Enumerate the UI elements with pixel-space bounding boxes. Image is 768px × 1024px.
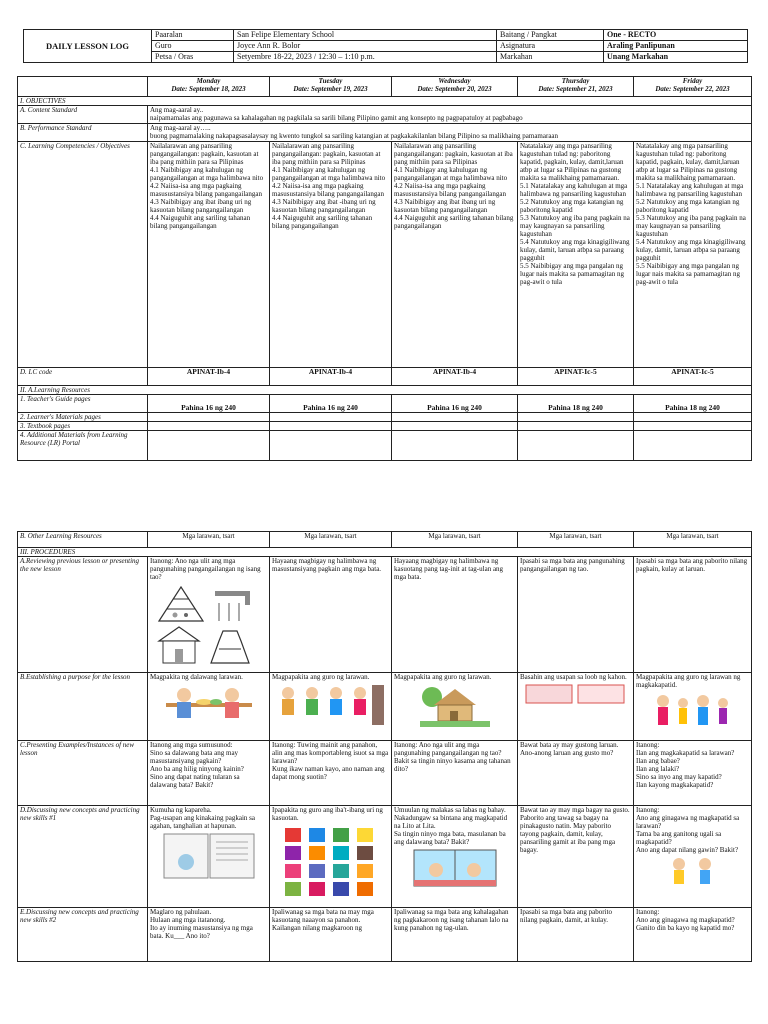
other-resources-wednesday: Mga larawan, tsart: [392, 532, 518, 548]
lc-code-tuesday: APINAT-Ib-4: [270, 368, 392, 386]
purpose-thursday: [518, 673, 634, 741]
discussion1-tuesday: [270, 806, 392, 908]
discussion1-monday-text: Kumuha ng kapareha. Pag-usapan ang kinakaing pagkain sa agahan, tanghalian at hapunan.: [150, 806, 255, 830]
subject-label: Asignatura: [497, 41, 604, 52]
other-resources-thursday: Mga larawan, tsart: [518, 532, 634, 548]
teacher-value: Joyce Ann R. Bolor: [234, 41, 497, 52]
kids-eating-illustration: [164, 683, 254, 723]
other-resources-friday: Mga larawan, tsart: [634, 532, 752, 548]
empty-cell: [270, 413, 392, 422]
day-header-wednesday: Wednesday Date: September 20, 2023: [392, 77, 518, 97]
review-monday-text: Itanong: Ano nga ulit ang mga pangunahing pangangailangan ng isang tao?: [150, 557, 261, 581]
discussion1-thursday: Bawat tao ay may mga bagay na gusto. Paborito ang tawag sa bagay na pinakagusto natin. May paborito tayong pagkain, damit, kulay, pansariling gamit at iba pang mga bagay.: [518, 806, 634, 908]
learners-materials-label: 2. Learner's Materials pages: [18, 413, 148, 422]
lc-code-thursday: APINAT-Ic-5: [518, 368, 634, 386]
discussion1-monday: [148, 806, 270, 908]
empty-cell: [634, 431, 752, 461]
purpose-label: B.Establishing a purpose for the lesson: [18, 673, 148, 741]
review-monday: [148, 557, 270, 673]
dress-icon: [211, 631, 249, 663]
other-resources-monday: Mga larawan, tsart: [148, 532, 270, 548]
empty-cell: [148, 422, 270, 431]
date-value: Setyembre 18-22, 2023 / 12:30 – 1:10 p.m.: [234, 52, 497, 63]
purpose-friday: [634, 673, 752, 741]
resources-heading: II. A.Learning Resources: [18, 386, 752, 395]
examples-label: C.Presenting Examples/Instances of new lesson: [18, 741, 148, 806]
quarter-label: Markahan: [497, 52, 604, 63]
textbook-pages-label: 3. Textbook pages: [18, 422, 148, 431]
header-table: [23, 29, 748, 63]
lc-code-monday: APINAT-Ib-4: [148, 368, 270, 386]
quarter-value: Unang Markahan: [604, 52, 748, 63]
kids-clothing-illustration: [276, 683, 386, 727]
review-thursday: Ipasabi sa mga bata ang pangunahing pangangailangan ng tao.: [518, 557, 634, 673]
dialogue-boxes-illustration: [524, 683, 628, 707]
purpose-wednesday-text: Magpapakita ang guro ng larawan.: [394, 673, 492, 681]
date-label: Petsa / Oras: [152, 52, 234, 63]
school-label: Paaralan: [152, 30, 234, 41]
faucet-icon: [215, 591, 250, 621]
nipa-hut-illustration: [420, 683, 490, 727]
review-friday: Ipasabi sa mga bata ang paborito nilang pagkain, kulay at laruan.: [634, 557, 752, 673]
open-book-illustration: [162, 832, 256, 880]
examples-tuesday: Itanong: Tuwing mainit ang panahon, alin ang mas komportableng isuot sa mga larawan? Kung ikaw naman kayo, ano naman ang dapat mong suotin?: [270, 741, 392, 806]
rainy-window-illustration: [412, 848, 498, 888]
doc-title: DAILY LESSON LOG: [24, 30, 152, 63]
purpose-monday: [148, 673, 270, 741]
day-header-monday: Monday Date: September 18, 2023: [148, 77, 270, 97]
tg-pages-friday: Pahina 18 ng 240: [634, 395, 752, 413]
empty-cell: [270, 422, 392, 431]
teachers-guide-label: 1. Teacher's Guide pages: [18, 395, 148, 413]
empty-cell: [518, 422, 634, 431]
review-lesson-label: A.Reviewing previous lesson or presenting the new lesson: [18, 557, 148, 673]
competencies-label: C. Learning Competencies / Objectives: [18, 142, 148, 368]
empty-cell: [392, 431, 518, 461]
content-standard-label: A. Content Standard: [18, 106, 148, 124]
competency-tuesday: Nailalarawan ang pansariling pangangailangan: pagkain, kasuotan at iba pang mithiin para sa Pilipinas 4.1 Naibibigay ang kahulugan ng pangangailangan at mga halimbawa nito 4.2 Naiisa-isa ang mga pagkaing masusustansiya bilang pangangailangan 4.3 Naibibigay ang ibat -ibang uri ng kasuotan bilang pangangailangan 4.4 Naiguguhit ang sariling tahanan bilang pangangailangan: [270, 142, 392, 368]
needs-illustration: [153, 583, 265, 667]
empty-cell: [392, 413, 518, 422]
purpose-wednesday: [392, 673, 518, 741]
discussion2-thursday: Ipasabi sa mga bata ang paborito nilang pagkain, damit, at kulay.: [518, 908, 634, 962]
lc-code-friday: APINAT-Ic-5: [634, 368, 752, 386]
purpose-tuesday: [270, 673, 392, 741]
lesson-table-top: [17, 76, 752, 461]
day-header-thursday: Thursday Date: September 21, 2023: [518, 77, 634, 97]
lesson-table-bottom: [17, 531, 752, 962]
tg-pages-wednesday: Pahina 16 ng 240: [392, 395, 518, 413]
empty-cell: [270, 431, 392, 461]
empty-cell: [518, 431, 634, 461]
lc-code-wednesday: APINAT-Ib-4: [392, 368, 518, 386]
discussion2-wednesday: Ipaliwanag sa mga bata ang kahalagahan ng pagkakaroon ng isang tahanan lalo na kung panahon ng tag-ulan.: [392, 908, 518, 962]
examples-monday: Itanong ang mga sumusunod: Sino sa dalawang bata ang may masustansiyang pagkain? Ano ba ang hilig ninyong kainin? Sino ang dapat nating tularan sa dalawang bata? Bakit?: [148, 741, 270, 806]
discussion1-friday-text: Itanong: Ano ang ginagawa ng magkapatid sa larawan? Tama ba ang ganitong ugali sa magkapatid? Ano ang dapat nilang gawin? Bakit?: [636, 806, 740, 854]
review-tuesday: Hayaang magbigay ng halimbawa ng masustansiyang pagkain ang mga bata.: [270, 557, 392, 673]
siblings-illustration: [651, 691, 735, 731]
additional-materials-label: 4. Additional Materials from Learning Resource (LR) Portal: [18, 431, 148, 461]
tg-pages-tuesday: Pahina 16 ng 240: [270, 395, 392, 413]
empty-cell: [634, 422, 752, 431]
examples-friday: Itanong: Ilan ang magkakapatid sa larawan? Ilan ang babae? Ilan ang lalaki? Sino sa inyo ang may kapatid? Ilan kayong magkakapatid?: [634, 741, 752, 806]
tg-pages-monday: Pahina 16 ng 240: [148, 395, 270, 413]
clothes-grid-illustration: [281, 824, 381, 898]
food-pyramid-icon: [159, 587, 203, 621]
discussion2-label: E.Discussing new concepts and practicing new skills #2: [18, 908, 148, 962]
discussion1-wednesday: [392, 806, 518, 908]
empty-cell: [392, 422, 518, 431]
other-resources-label: B. Other Learning Resources: [18, 532, 148, 548]
teacher-label: Guro: [152, 41, 234, 52]
day-header-friday: Friday Date: September 22, 2023: [634, 77, 752, 97]
discussion1-label: D.Discussing new concepts and practicing new skills #1: [18, 806, 148, 908]
grade-label: Baitang / Pangkat: [497, 30, 604, 41]
performance-standard-text: Ang mag-aaral ay….. buong pagmamalaking nakapagsasalaysay ng kwento tungkol sa sariling katangian at pagkakakilanlan bilang Pilipino sa malikhaing pamamaraan: [148, 124, 752, 142]
empty-cell: [518, 413, 634, 422]
discussion2-friday: Itanong: Ano ang ginagawa ng magkapatid? Ganito din ba kayo ng kapatid mo?: [634, 908, 752, 962]
examples-thursday: Bawat bata ay may gustong laruan. Ano-anong laruan ang gusto mo?: [518, 741, 634, 806]
day-header-tuesday: Tuesday Date: September 19, 2023: [270, 77, 392, 97]
review-wednesday: Hayaang magbigay ng halimbawa ng kasuotang pang tag-init at tag-ulan ang mga bata.: [392, 557, 518, 673]
tg-pages-thursday: Pahina 18 ng 240: [518, 395, 634, 413]
empty-cell: [634, 413, 752, 422]
competency-thursday: Natatalakay ang mga pansariling kagustuhan tulad ng: paboritong kapatid, pagkain, kulay, damit,laruan atbp at lugar sa Pilipinas na gustong makita sa malikhaing pamamaraan. 5.1 Natatalakay ang kahulugan at mga halimbawa ng pansariling kagustuhan 5.2 Natutukoy ang mga katangian ng paboritong kapatid 5.3 Natutukoy ang iba pang pagkain na may kaugnayan sa pansariling kagustuhan 5.4 Natutukoy ang mga kinagigiliwang kulay, damit, laruan atbpa sa paraang pagguhit 5.5 Naibibigay ang mga pangalan ng lugar nais makita sa pamamagitan ng pag-awit o tula: [518, 142, 634, 368]
competency-friday: Natatalakay ang mga pansariling kagustuhan tulad ng: paboritong kapatid, pagkain, kulay, damit,laruan atbp at lugar sa Pilipinas na gustong makita sa malikhaing pamamaraan. 5.1 Natatalakay ang kahulugan at mga halimbawa ng pansariling kagustuhan 5.2 Natutukoy ang mga katangian ng paboritong kapatid 5.3 Natutukoy ang iba pang pagkain na may kaugnayan sa pansariling kagustuhan 5.4 Natutukoy ang mga kinagigiliwang kulay, damit, laruan atbpa sa paraang pagguhit 5.5 Naibibigay ang mga pangalan ng lugar nais makita sa pamamagitan ng pag-awit o tula: [634, 142, 752, 368]
purpose-tuesday-text: Magpapakita ang guro ng larawan.: [272, 673, 370, 681]
purpose-friday-text: Magpapakita ang guro ng larawan ng magkakapatid.: [636, 673, 741, 689]
examples-wednesday: Itanong: Ano nga ulit ang mga pangunahing pangangailangan ng tao? Bakit sa tingin ninyo kasama ang tahanan dito?: [392, 741, 518, 806]
discussion2-monday: Maglaro ng pahulaan. Hulaan ang mga itatanong. Ito ay inuming masustansiya ng mga bata. Ku___ Ano ito?: [148, 908, 270, 962]
discussion1-tuesday-text: Ipapakita ng guro ang iba't-ibang uri ng kasuotan.: [272, 806, 383, 822]
purpose-monday-text: Magpakita ng dalawang larawan.: [150, 673, 243, 681]
house-icon: [159, 627, 199, 663]
content-standard-text: Ang mag-aaral ay.. naipamamalas ang pagunawa sa kahalagahan ng pagkilala sa sarili bilang Pilipino gamit ang konsepto ng pagpapatuloy at pagbabago: [148, 106, 752, 124]
empty-cell: [148, 413, 270, 422]
purpose-thursday-text: Basahin ang usapan sa loob ng kahon.: [520, 673, 627, 681]
discussion1-wednesday-text: Umuulan ng malakas sa labas ng bahay. Nakadungaw sa bintana ang magkapatid na Lito at Lita. Sa tingin ninyo mga bata, masulanan ba ang dalawang bata? Bakit?: [394, 806, 508, 846]
performance-standard-label: B. Performance Standard: [18, 124, 148, 142]
discussion2-tuesday: Ipaliwanag sa mga bata na may mga kasuotang naaayon sa panahon. Kailangan nilang magkaroon ng: [270, 908, 392, 962]
objectives-heading: I. OBJECTIVES: [18, 97, 752, 106]
lc-code-label: D. LC code: [18, 368, 148, 386]
other-resources-tuesday: Mga larawan, tsart: [270, 532, 392, 548]
competency-monday: Nailalarawan ang pansariling pangangailangan: pagkain, kasuotan at iba pang mithiin para sa Pilipinas 4.1 Naibibigay ang kahulugan ng pangangailangan at mga halimbawa nito 4.2 Naiisa-isa ang mga pagkaing masusustansiya bilang pangangailangan 4.3 Naibibigay ang ibat ibang uri ng kasuotan bilang pangangailangan 4.4 Naiguguhit ang sariling tahanan bilang pangangailangan: [148, 142, 270, 368]
siblings-playing-illustration: [661, 856, 725, 886]
day-header-blank: [18, 77, 148, 97]
procedures-heading: III. PROCEDURES: [18, 548, 752, 557]
subject-value: Araling Panlipunan: [604, 41, 748, 52]
school-value: San Felipe Elementary School: [234, 30, 497, 41]
empty-cell: [148, 431, 270, 461]
competency-wednesday: Nailalarawan ang pansariling pangangailangan: pagkain, kasuotan at iba pang mithiin para sa Pilipinas 4.1 Naibibigay ang kahulugan ng pangangailangan at mga halimbawa nito 4.2 Naiisa-isa ang mga pagkaing masusustansiya bilang pangangailangan 4.3 Naibibigay ang ibat ibang uri ng kasuotan bilang pangangailangan 4.4 Naiguguhit ang sariling tahanan bilang pangangailangan: [392, 142, 518, 368]
discussion1-friday: [634, 806, 752, 908]
grade-value: One - RECTO: [604, 30, 748, 41]
